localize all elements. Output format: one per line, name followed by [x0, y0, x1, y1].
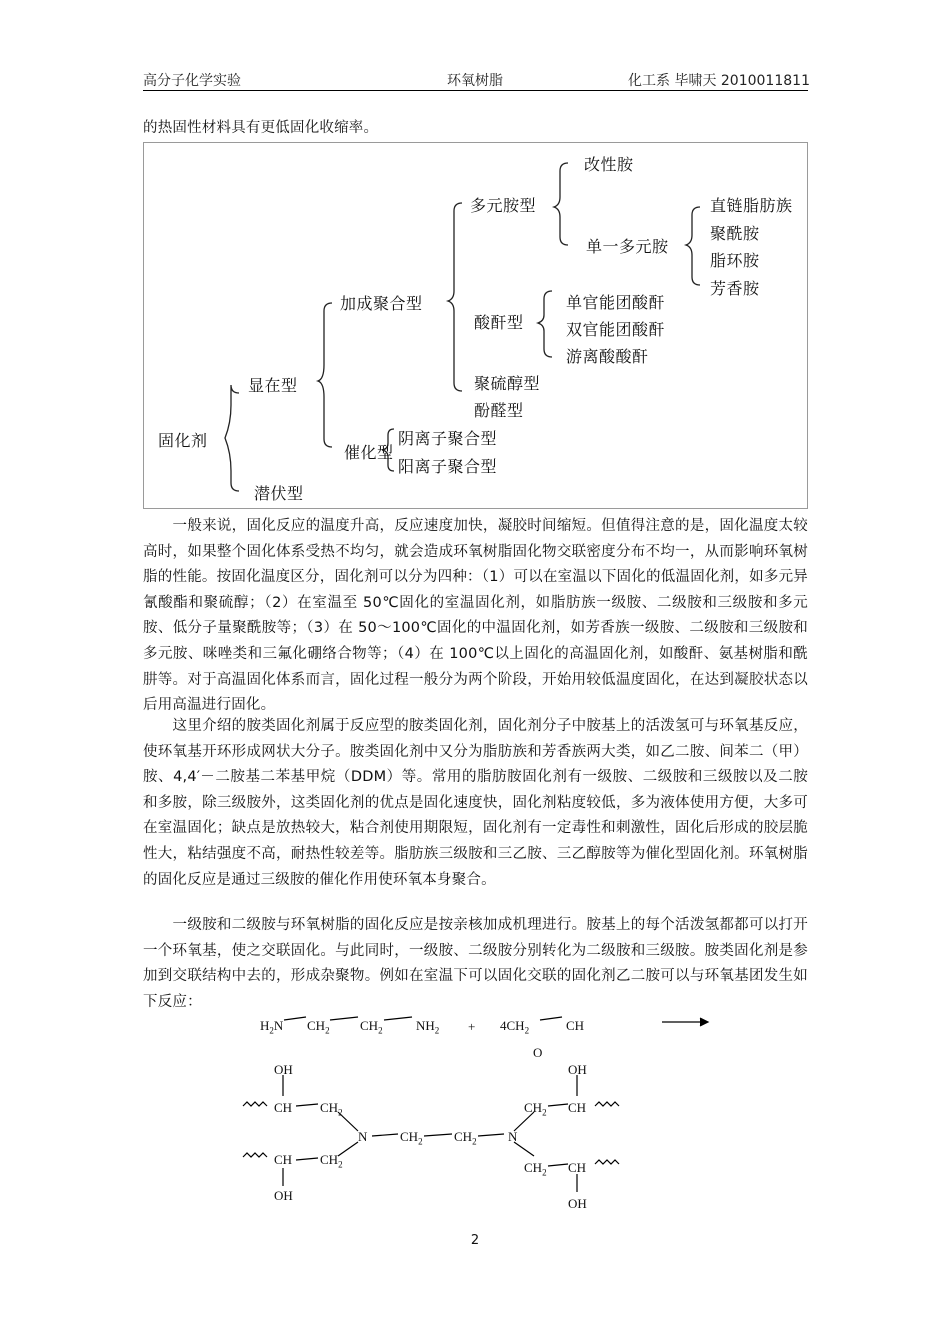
tree-cuihua: 催化型	[344, 443, 394, 462]
product-ch2-ul: $CH_2$	[320, 1100, 343, 1118]
product-ch2-ur: $CH_2$	[524, 1100, 547, 1118]
tree-qianfu: 潜伏型	[254, 484, 304, 503]
product-ch2-center-b: $CH_2$	[454, 1129, 477, 1147]
intro-line: 的热固性材料具有更低固化收缩率。	[143, 120, 379, 136]
product-oh-ll: OH	[274, 1188, 293, 1203]
reactant-h2n: $H_2N$	[260, 1018, 284, 1036]
page-number: 2	[470, 1233, 480, 1248]
tree-amine-3: 芳香胺	[710, 279, 760, 298]
product-oh-ul: OH	[274, 1062, 293, 1077]
product-ch2-ll: $CH_2$	[320, 1152, 343, 1170]
plus-sign: +	[468, 1019, 476, 1034]
product-oh-lr: OH	[568, 1196, 587, 1211]
product-n-left: N	[358, 1129, 368, 1144]
reactant-nh2: $NH_2$	[416, 1018, 440, 1036]
reactant-ch2-b: $CH_2$	[360, 1018, 383, 1036]
tree-xianzai: 显在型	[248, 376, 298, 395]
tree-suangan: 酸酐型	[474, 313, 524, 332]
paragraph-2: 这里介绍的胺类固化剂属于反应型的胺类固化剂，固化剂分子中胺基上的活泼氢可与环氧基反应，使环氧基开环形成网状大分子。胺类固化剂中又分为脂肪族和芳香族两大类，如乙二胺、间苯二（甲）胺、4,4′－二胺基二苯基甲烷（DDM）等。常用的脂肪胺固化剂有一级胺、二级胺和三级胺以及二胺和多胺，除三级胺外，这类固化剂的优点是固化速度快，固化剂粘度较低，多为液体使用方便，大多可在室温固化；缺点是放热较大，粘合剂使用期限短，固化剂有一定毒性和刺激性，固化后形成的胶层脆性大，粘结强度不高，耐热性较差等。脂肪族三级胺和三乙胺、三乙醇胺等为催化型固化剂。环氧树脂的固化反应是通过三级胺的催化作用使环氧本身聚合。	[143, 718, 808, 888]
tree-amine-2: 脂环胺	[710, 251, 760, 270]
tree-gaixing: 改性胺	[584, 155, 634, 174]
product-ch-ul: CH	[274, 1100, 293, 1115]
tree-julin: 聚硫醇型	[474, 374, 541, 393]
product-oh-ur: OH	[568, 1062, 587, 1077]
header-right: 化工系 毕啸天 2010011811	[628, 73, 810, 89]
tree-danyi: 单一多元胺	[586, 237, 669, 256]
reactant-ch: CH	[566, 1018, 585, 1033]
tree-amine-0: 直链脂肪族	[710, 196, 793, 215]
tree-anhydride-0: 单官能团酸酐	[566, 293, 666, 312]
tree-jiacheng: 加成聚合型	[340, 294, 423, 313]
reactant-ch2-a: $CH_2$	[307, 1018, 330, 1036]
product-n-right: N	[508, 1129, 518, 1144]
header-left: 高分子化学实验	[143, 73, 241, 89]
header-center: 环氧树脂	[447, 73, 503, 89]
reactant-4ch2: $4CH_2$	[500, 1018, 530, 1036]
tree-amine-1: 聚酰胺	[710, 224, 760, 243]
product-ch2-center-a: $CH_2$	[400, 1129, 423, 1147]
tree-ionic-1: 阳离子聚合型	[398, 457, 498, 476]
product-ch-lr: CH	[568, 1160, 587, 1175]
product-ch-ll: CH	[274, 1152, 293, 1167]
tree-duoyuan: 多元胺型	[470, 196, 537, 215]
paragraph-1: 一般来说，固化反应的温度升高，反应速度加快，凝胶时间缩短。但值得注意的是，固化温度太较高时，如果整个固化体系受热不均匀，就会造成环氧树脂固化物交联密度分布不均一，从而影响环氧树脂的性能。按固化温度区分，固化剂可以分为四种：（1）可以在室温以下固化的低温固化剂，如多元异氰酸酯和聚硫醇；（2）在室温至 50℃固化的室温固化剂，如脂肪族一级胺、二级胺和三级胺和多元胺、低分子量聚酰胺等；（3）在 50～100℃固化的中温固化剂，如芳香族一级胺、二级胺和三级胺和多元胺、咪唑类和三氟化硼络合物等；（4）在 100℃以上固化的高温固化剂，如酸酐、氨基树脂和酰肼等。对于高温固化体系而言，固化过程一般分为两个阶段，开始用较低温度固化，在达到凝胶状态以后用高温进行固化。	[143, 518, 808, 714]
reactant-epoxide-o: O	[533, 1045, 543, 1060]
tree-anhydride-2: 游离酸酸酐	[566, 347, 649, 366]
tree-root: 固化剂	[158, 431, 208, 450]
paragraph-3: 一级胺和二级胺与环氧树脂的固化反应是按亲核加成机理进行。胺基上的每个活泼氢都都可以打开一个环氧基，使之交联固化。与此同时，一级胺、二级胺分别转化为二级胺和三级胺。胺类固化剂是参加到交联结构中去的，形成杂聚物。例如在室温下可以固化交联的固化剂乙二胺可以与环氧基团发生如下反应：	[143, 917, 808, 1010]
tree-ionic-0: 阴离子聚合型	[398, 429, 498, 448]
product-ch2-lr: $CH_2$	[524, 1160, 547, 1178]
tree-fenquan: 酚醛型	[474, 401, 524, 420]
tree-anhydride-1: 双官能团酸酐	[566, 320, 666, 339]
product-ch-ur: CH	[568, 1100, 587, 1115]
